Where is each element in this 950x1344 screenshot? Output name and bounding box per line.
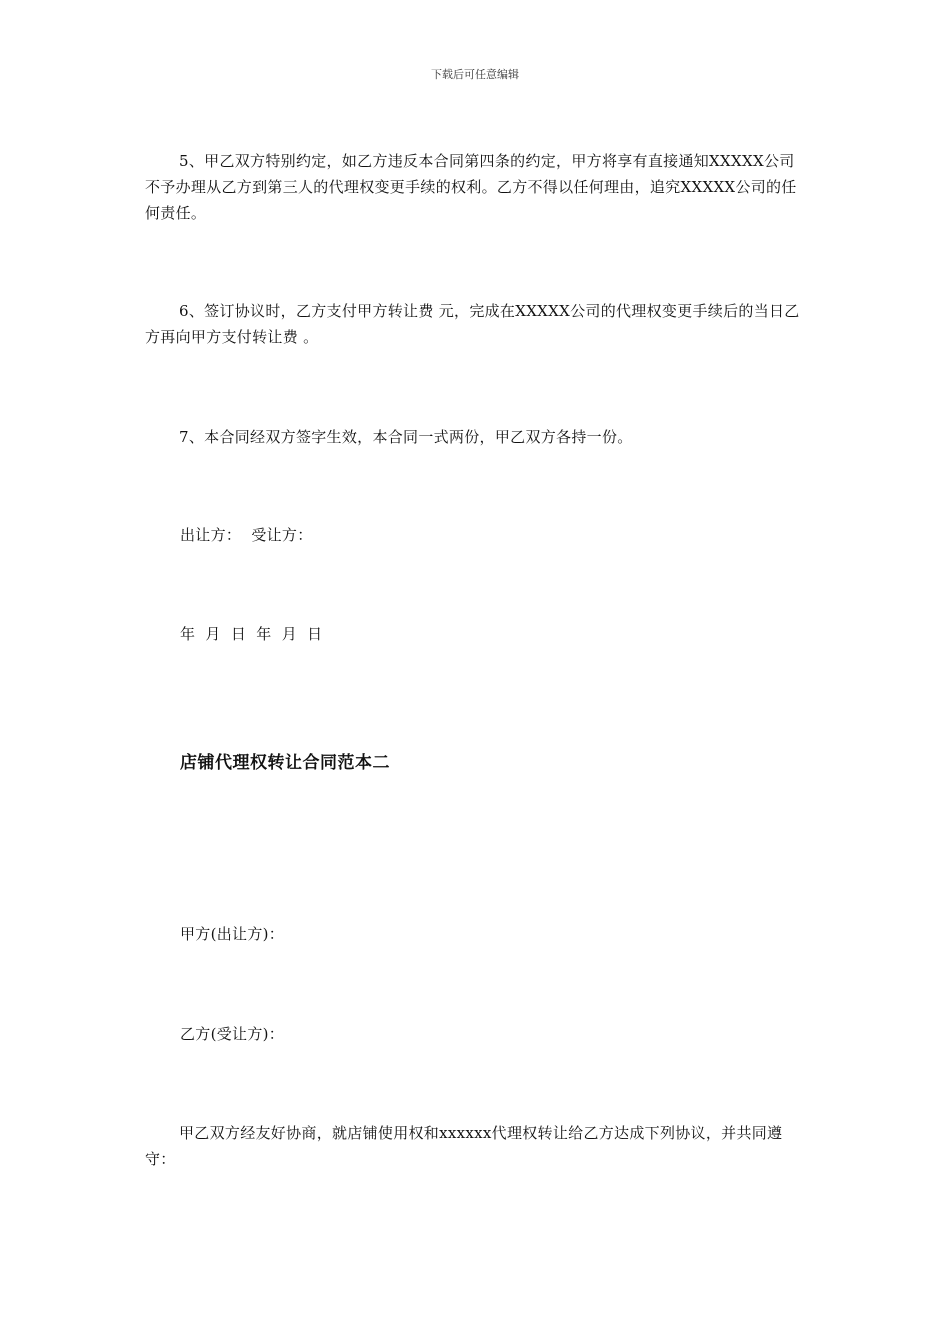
party-b-label: 乙方(受让方)： [180,1025,285,1043]
party-a-label: 甲方(出让方)： [180,925,285,943]
signature-parties: 出让方： 受让方： [180,526,313,544]
intro-paragraph: 甲乙双方经友好协商，就店铺使用权和xxxxxx代理权转让给乙方达成下列协议，并共同遵守： [145,1124,783,1168]
clause-7: 7、本合同经双方签字生效，本合同一式两份，甲乙双方各持一份。 [179,428,633,446]
header-note: 下载后可任意编辑 [431,68,519,81]
clause-6: 6、签订协议时，乙方支付甲方转让费 元，完成在XXXXX公司的代理权变更手续后的当日乙方再向甲方支付转让费 。 [145,302,800,346]
section-title: 店铺代理权转让合同范本二 [180,753,390,773]
clause-5: 5、甲乙双方特别约定，如乙方违反本合同第四条的约定，甲方将享有直接通知XXXXX公司不予办理从乙方到第三人的代理权变更手续的权利。乙方不得以任何理由，追究XXXXX公司的任何责任。 [145,152,797,222]
signature-dates: 年 月 日 年 月 日 [180,625,323,643]
